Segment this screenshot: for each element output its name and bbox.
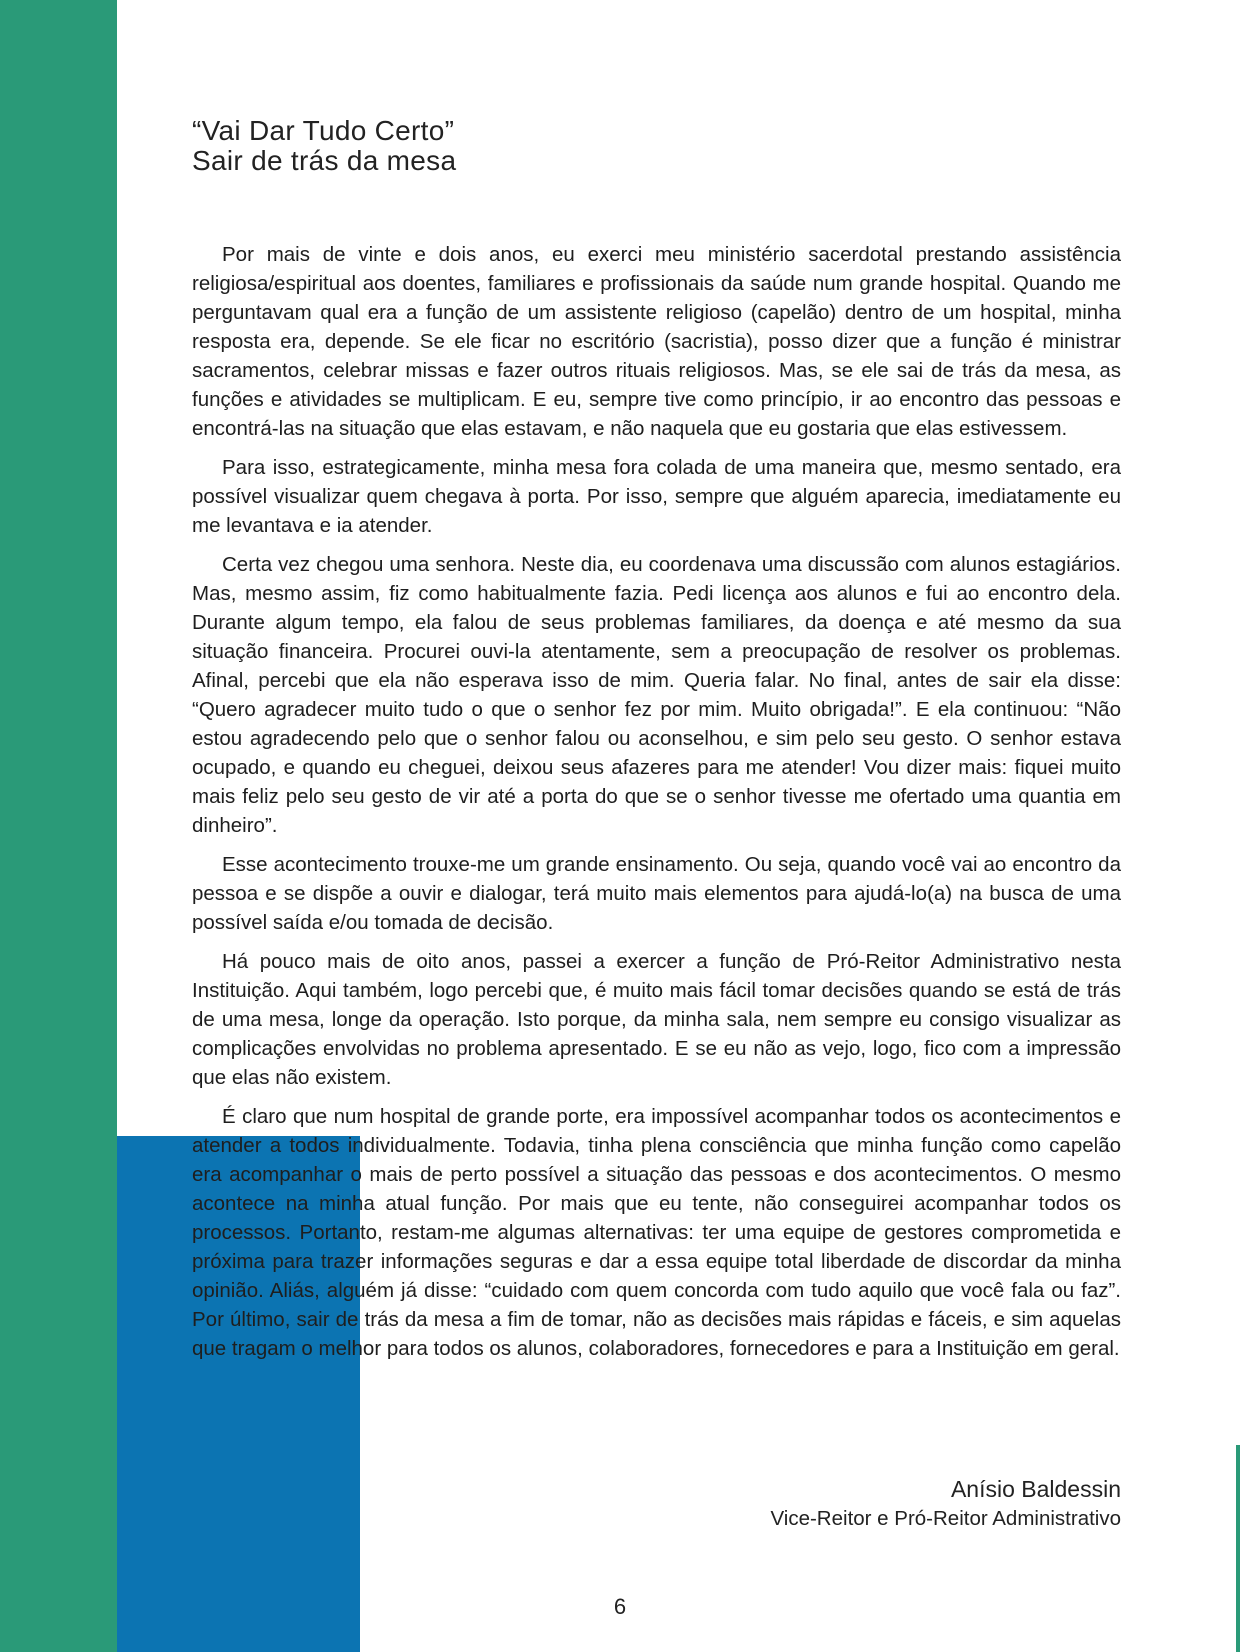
paragraph: Certa vez chegou uma senhora. Neste dia, eu coordenava uma discussão com alunos estagiários. Mas, mesmo assim, fiz como habitualmente fazia. Pedi licença aos alunos e fui ao encontro dela. Durante algum tempo, ela falou de seus problemas familiares, da doença e até mesmo da sua situação financeira. Procurei ouvi-la atentamente, sem a preocupação de resolver os problemas. Afinal, percebi que ela não esperava isso de mim. Queria falar. No final, antes de sair ela disse: “Quero agradecer muito tudo o que o senhor fez por mim. Muito obrigada!”. E ela continuou: “Não estou agradecendo pelo que o senhor falou ou aconselhou, e sim pelo seu gesto. O senhor estava ocupado, e quando eu cheguei, deixou seus afazeres para me atender! Vou dizer mais: fiquei muito mais feliz pelo seu gesto de vir até a porta do que se o senhor tivesse me ofertado uma quantia em dinheiro”. [192, 553, 1121, 837]
paragraph: Há pouco mais de oito anos, passei a exercer a função de Pró-Reitor Administrativo nesta Instituição. Aqui também, logo percebi que, é muito mais fácil tomar decisões quando se está de trás de uma mesa, longe da operação. Isto porque, da minha sala, nem sempre eu consigo visualizar as complicações envolvidas no problema apresentado. E se eu não as vejo, logo, fico com a impressão que elas não existem. [192, 950, 1121, 1089]
article-body [192, 240, 1121, 1373]
green-side-band [0, 0, 117, 1652]
page-number: 6 [613, 1594, 627, 1619]
header [192, 116, 456, 176]
page-title: “Vai Dar Tudo Certo” [192, 115, 455, 146]
page-number-container [0, 1594, 1240, 1620]
author-role: Vice-Reitor e Pró-Reitor Administrativo [770, 1507, 1121, 1530]
paragraph: Para isso, estrategicamente, minha mesa fora colada de uma maneira que, mesmo sentado, era possível visualizar quem chegava à porta. Por isso, sempre que alguém aparecia, imediatamente eu me levantava e ia atender. [192, 456, 1121, 537]
author-name: Anísio Baldessin [950, 1476, 1121, 1502]
paragraph: Por mais de vinte e dois anos, eu exerci meu ministério sacerdotal prestando assistência religiosa/espiritual aos doentes, familiares e profissionais da saúde num grande hospital. Quando me perguntavam qual era a função de um assistente religioso (capelão) dentro de um hospital, minha resposta era, depende. Se ele ficar no escritório (sacristia), posso dizer que a função é ministrar sacramentos, celebrar missas e fazer outros rituais religiosos. Mas, se ele sai de trás da mesa, as funções e atividades se multiplicam. E eu, sempre tive como princípio, ir ao encontro das pessoas e encontrá-las na situação que elas estavam, e não naquela que eu gostaria que elas estivessem. [192, 243, 1121, 440]
paragraph: Esse acontecimento trouxe-me um grande ensinamento. Ou seja, quando você vai ao encontro da pessoa e se dispõe a ouvir e dialogar, terá muito mais elementos para ajudá-lo(a) na busca de uma possível saída e/ou tomada de decisão. [192, 853, 1121, 934]
paragraph: É claro que num hospital de grande porte, era impossível acompanhar todos os acontecimentos e atender a todos individualmente. Todavia, tinha plena consciência que minha função como capelão era acompanhar o mais de perto possível a situação das pessoas e dos acontecimentos. O mesmo acontece na minha atual função. Por mais que eu tente, não conseguirei acompanhar todos os processos. Portanto, restam-me algumas alternativas: ter uma equipe de gestores comprometida e próxima para trazer informações seguras e dar a essa equipe total liberdade de discordar da minha opinião. Aliás, alguém já disse: “cuidado com quem concorda com tudo aquilo que você fala ou faz”. Por último, sair de trás da mesa a fim de tomar, não as decisões mais rápidas e fáceis, e sim aquelas que tragam o melhor para todos os alunos, colaboradores, fornecedores e para a Instituição em geral. [192, 1105, 1121, 1360]
right-edge-accent [1236, 1445, 1240, 1652]
page-subtitle: Sair de trás da mesa [192, 145, 457, 176]
signature [770, 1474, 1121, 1534]
